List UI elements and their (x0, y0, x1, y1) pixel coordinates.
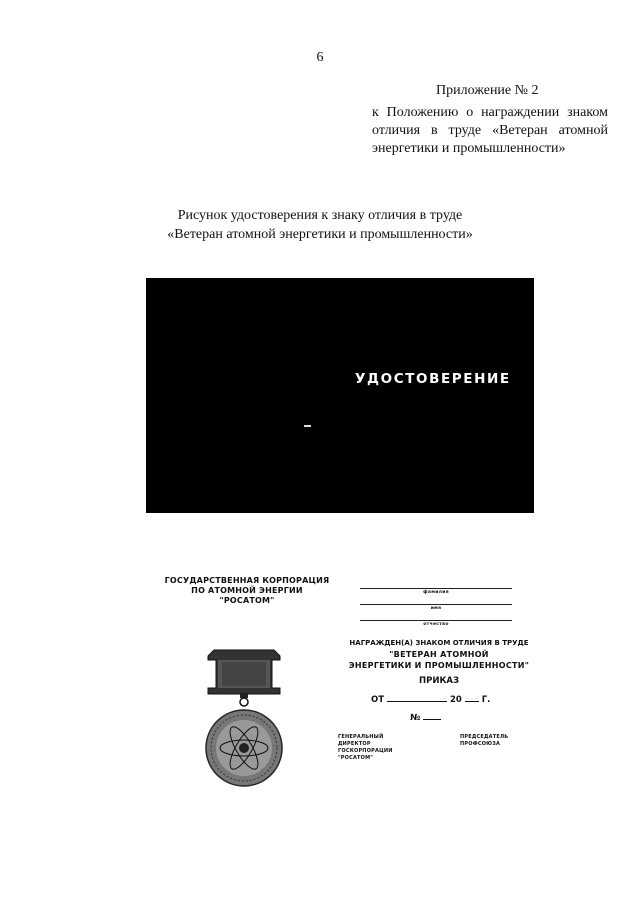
certificate-inside (158, 574, 538, 814)
appendix-title: Приложение № 2 (436, 83, 539, 98)
name-caption: имя (430, 606, 442, 611)
signature-right (460, 734, 508, 748)
order-date-blank (387, 701, 447, 702)
awarded-line: НАГРАЖДЕН(А) ЗНАКОМ ОТЛИЧИЯ В ТРУДЕ (349, 639, 529, 647)
order-number-row (410, 713, 441, 723)
caption-line-2: «Ветеран атомной энергетики и промышленности» (167, 227, 473, 242)
order-from: ОТ (371, 695, 385, 705)
organization-name (158, 576, 336, 606)
order-year-blank (465, 701, 479, 702)
certificate-cover (146, 278, 534, 513)
sign-right-line-1: ПРЕДСЕДАТЕЛЬ (460, 734, 509, 740)
cover-mark (304, 425, 311, 427)
figure-caption (150, 206, 490, 244)
sign-left-line-4: "РОСАТОМ" (338, 755, 374, 761)
badge-line-2: ЭНЕРГЕТИКИ И ПРОМЫШЛЕННОСТИ" (348, 661, 530, 670)
cover-title: УДОСТОВЕРЕНИЕ (355, 371, 511, 387)
award-text (334, 638, 544, 671)
sign-left-line-2: ДИРЕКТОР (338, 741, 371, 747)
appendix-body: к Положению о награждении знаком отличия в труде «Ветеран атомной энергетики и промышленности» (372, 105, 608, 156)
order-year: 20 (449, 695, 462, 705)
order-label: ПРИКАЗ (418, 676, 460, 686)
org-line-3: "РОСАТОМ" (219, 596, 275, 605)
order-number-blank (423, 719, 441, 720)
badge-line-1: "ВЕТЕРАН АТОМНОЙ (389, 650, 489, 659)
sign-right-line-2: ПРОФСОЮЗА (460, 741, 501, 747)
signature-left (338, 734, 393, 762)
order-date-row (371, 695, 490, 705)
medal-icon (202, 648, 286, 788)
order-number-label: № (410, 713, 421, 723)
org-line-1: ГОСУДАРСТВЕННАЯ КОРПОРАЦИЯ (164, 576, 330, 585)
caption-line-1: Рисунок удостоверения к знаку отличия в труде (177, 208, 463, 223)
page-number: 6 (316, 50, 324, 65)
patronymic-caption: отчество (423, 622, 449, 627)
surname-line (360, 588, 512, 589)
surname-caption: фамилия (423, 590, 449, 595)
sign-left-line-3: ГОСКОРПОРАЦИИ (338, 748, 393, 754)
patronymic-line (360, 620, 512, 621)
org-line-2: ПО АТОМНОЙ ЭНЕРГИИ (191, 586, 303, 595)
sign-left-line-1: ГЕНЕРАЛЬНЫЙ (338, 734, 384, 740)
order-year-suffix: Г. (481, 695, 491, 705)
name-line (360, 604, 512, 605)
